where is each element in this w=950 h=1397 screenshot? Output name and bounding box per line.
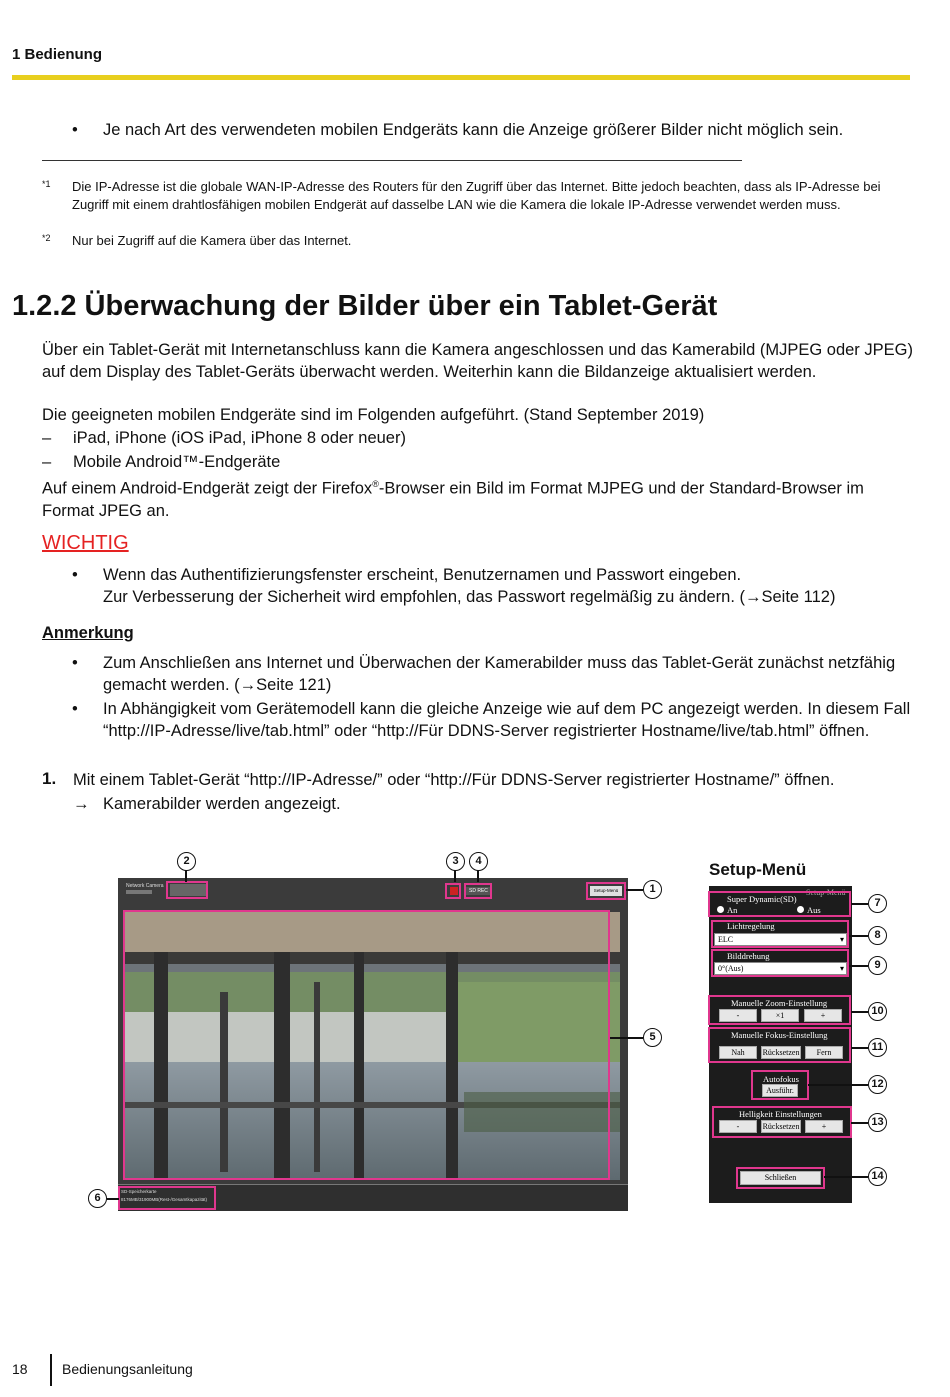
camera-subtitle xyxy=(126,890,152,894)
callout-5: 5 xyxy=(643,1028,662,1047)
callout-line xyxy=(851,1122,868,1124)
autofocus-run-button[interactable]: Ausführ. xyxy=(762,1084,798,1097)
camera-view-screenshot xyxy=(118,878,628,1210)
section-title: 1.2.2 Überwachung der Bilder über ein Tablet-Gerät xyxy=(12,290,718,322)
callout-14: 14 xyxy=(868,1167,887,1186)
step-text: Mit einem Tablet-Gerät “http://IP-Adresse/” oder “http://Für DDNS-Server registrierter Hostname/” öffnen. xyxy=(73,771,835,789)
footnote-1: *1 Die IP-Adresse ist die globale WAN-IP-Adresse des Routers für den Zugriff über das Internet. Bitte jedoch beachten, dass als IP-Adresse bei Zugriff mit einem drahtlosfähigen mobilen Endgerät auf dasselbe LAN wie die Kamera die lokale IP-Adresse verwendet werden muss. xyxy=(42,179,881,212)
step-result-arrow: → xyxy=(73,795,90,813)
callout-6: 6 xyxy=(88,1189,107,1208)
highlight-box-13 xyxy=(712,1106,852,1138)
sd-rec-badge: SD REC xyxy=(466,887,491,895)
callout-7: 7 xyxy=(868,894,887,913)
callout-line xyxy=(849,935,868,937)
light-control-select[interactable]: ELC ▾ xyxy=(714,933,847,946)
note-item: • In Abhängigkeit vom Gerätemodell kann die gleiche Anzeige wie auf dem PC angezeigt werden. In diesem Fall “http://IP-Adresse/live/tab.html” oder “http://Für DDNS-Server registrierter Hostname/live/tab.html” öffnen. xyxy=(72,700,911,740)
autofocus-label: Autofokus xyxy=(763,1074,799,1084)
callout-line xyxy=(477,870,479,882)
intro-paragraph: Über ein Tablet-Gerät mit Internetanschluss kann die Kamera angeschlossen und das Kamerabild (MJPEG oder JPEG) auf dem Display des Tablet-Geräts überwacht werden. Weiterhin kann die Bildanzeige aktualisiert werden. xyxy=(42,341,913,381)
highlight-box-7 xyxy=(708,891,851,917)
highlight-box-12 xyxy=(751,1070,809,1100)
highlight-box-11 xyxy=(708,1027,851,1063)
callout-9: 9 xyxy=(868,956,887,975)
setup-panel-title: Setup-Menü xyxy=(806,888,846,897)
sd-card-capacity: 8176MB/31900MB(Rest-/Gesamtkapazität) xyxy=(121,1197,208,1202)
callout-10: 10 xyxy=(868,1002,887,1021)
setup-menu-title: Setup-Menü xyxy=(709,860,807,879)
important-heading: WICHTIG xyxy=(42,532,129,554)
chevron-down-icon: ▾ xyxy=(839,964,844,973)
zoom-label: Manuelle Zoom-Einstellung xyxy=(731,998,828,1008)
callout-11: 11 xyxy=(868,1038,887,1057)
callout-line xyxy=(824,1176,868,1178)
callout-13: 13 xyxy=(868,1113,887,1132)
callout-line xyxy=(454,870,456,882)
note-item: • Zum Anschließen ans Internet und Überwachen der Kamerabilder muss das Tablet-Gerät zunächst netzfähig gemacht werden. (→Seite 121) xyxy=(72,654,896,694)
highlight-box-9 xyxy=(711,949,849,977)
highlight-box-5 xyxy=(123,910,610,1180)
setup-menu-button[interactable]: Setup-Menü xyxy=(590,886,622,896)
light-control-label: Lichtregelung xyxy=(727,921,775,931)
highlight-box-3 xyxy=(445,883,461,899)
highlight-box-1 xyxy=(586,882,626,900)
devices-intro: Die geeigneten mobilen Endgeräte sind im Folgenden aufgeführt. (Stand September 2019) xyxy=(42,406,705,424)
focus-near-button[interactable]: Nah xyxy=(719,1046,757,1059)
camera-title: Network Camera xyxy=(126,883,164,889)
callout-line xyxy=(851,903,868,905)
highlight-box-14 xyxy=(736,1167,825,1189)
highlight-box-10 xyxy=(708,995,851,1025)
list-item-text: Je nach Art des verwendeten mobilen Endgeräts kann die Anzeige größerer Bilder nicht möglich sein. xyxy=(103,121,844,139)
callout-8: 8 xyxy=(868,926,887,945)
callout-2: 2 xyxy=(177,852,196,871)
footer-title: Bedienungsanleitung xyxy=(62,1361,193,1377)
callout-4: 4 xyxy=(469,852,488,871)
header-rule xyxy=(12,75,910,80)
callout-1: 1 xyxy=(643,880,662,899)
footnote-rule xyxy=(42,160,742,161)
callout-3: 3 xyxy=(446,852,465,871)
brightness-reset-button[interactable]: Rücksetzen xyxy=(762,1122,800,1131)
chevron-down-icon: ▾ xyxy=(839,935,844,944)
rotation-select[interactable]: 0°(Aus) ▾ xyxy=(714,962,847,975)
radio-on-label: An xyxy=(727,905,738,915)
close-button[interactable]: Schließen xyxy=(740,1171,821,1185)
callout-line xyxy=(610,1037,643,1039)
callout-line xyxy=(185,870,187,882)
page-number: 18 xyxy=(12,1361,28,1377)
focus-label: Manuelle Fokus-Einstellung xyxy=(731,1030,828,1040)
highlight-box-8 xyxy=(711,920,849,948)
callout-line xyxy=(808,1084,868,1086)
sd-card-label: SD-Speicherkarte xyxy=(121,1189,157,1194)
callout-line xyxy=(851,1011,868,1013)
device-item: – Mobile Android™-Endgeräte xyxy=(42,453,281,471)
brightness-minus-button[interactable]: - xyxy=(719,1120,757,1133)
callout-line xyxy=(626,889,643,891)
device-item: – iPad, iPhone (iOS iPad, iPhone 8 oder neuer) xyxy=(42,429,406,447)
callout-line xyxy=(849,965,868,967)
focus-reset-button[interactable]: Rücksetzen xyxy=(762,1048,800,1057)
brightness-plus-button[interactable]: + xyxy=(805,1120,843,1133)
callout-12: 12 xyxy=(868,1075,887,1094)
brightness-label: Helligkeit Einstellungen xyxy=(739,1109,822,1119)
note-heading: Anmerkung xyxy=(42,624,134,642)
callout-line xyxy=(851,1047,868,1049)
android-note: Auf einem Android-Endgerät zeigt der Firefox®-Browser ein Bild im Format MJPEG und der Standard-Browser im Format JPEG an. xyxy=(42,479,864,520)
highlight-box-2 xyxy=(166,881,208,899)
footnote-2: *2 Nur bei Zugriff auf die Kamera über das Internet. xyxy=(42,233,352,248)
footer-divider xyxy=(50,1354,52,1386)
zoom-minus-button[interactable]: - xyxy=(719,1009,757,1022)
focus-far-button[interactable]: Fern xyxy=(805,1046,843,1059)
setup-menu-panel xyxy=(709,886,852,1203)
zoom-plus-button[interactable]: + xyxy=(804,1009,842,1022)
chapter-heading: 1 Bedienung xyxy=(12,46,103,63)
super-dynamic-label: Super Dynamic(SD) xyxy=(727,894,797,904)
zoom-x1-button[interactable]: ×1 xyxy=(761,1009,799,1022)
step-number: 1. xyxy=(42,769,57,788)
rotation-label: Bilddrehung xyxy=(727,951,770,961)
highlight-box-6 xyxy=(118,1186,216,1210)
important-item: • Wenn das Authentifizierungsfenster erscheint, Benutzernamen und Passwort eingeben. Zur Verbesserung der Sicherheit wird empfohlen, das Passwort regelmäßig zu ändern. (→Seite 112) xyxy=(72,566,836,606)
highlight-box-4 xyxy=(464,883,492,899)
list-item: • Je nach Art des verwendeten mobilen Endgeräts kann die Anzeige größerer Bilder nicht möglich sein. xyxy=(72,121,844,139)
step-result: Kamerabilder werden angezeigt. xyxy=(103,795,341,813)
radio-off-label: Aus xyxy=(807,905,821,915)
callout-line xyxy=(107,1198,119,1200)
